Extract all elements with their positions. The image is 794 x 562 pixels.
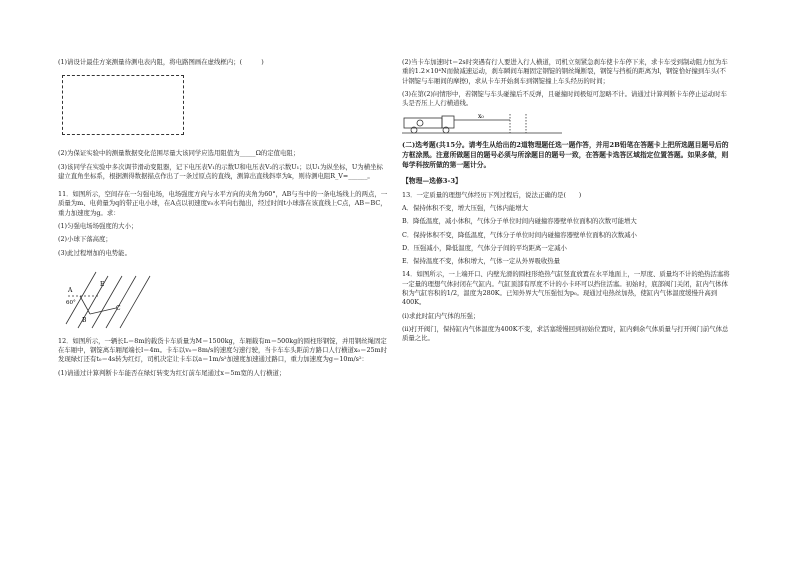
- q14-stem: 14．如图所示，一上端开口、内壁光滑的圆柱形绝热气缸竖直放置在水平地面上，一厚度、质量均不计的绝热活塞将一定量的理想气体封闭在气缸内。气缸顶部有厚度不计的小卡环可以挡住活塞。初始时，底部阀门关闭，缸内气体体积为气缸容积的1/2，温度为280K。已知外界大气压强恒为p₀。现通过电热丝加热，使缸内气体温度缓慢升高到400K。: [402, 270, 730, 307]
- q11-part2: (2)小球下落高度；: [58, 235, 112, 244]
- q10-part2: (2)为保证实验中的测量数据变化范围尽量大该同学应选用阻值为_____Ω的定值电阻；: [58, 149, 300, 158]
- q13-option: A．保持体积不变，增大压强，气体内能增大: [402, 204, 529, 213]
- field-line: [92, 276, 122, 328]
- field-line: [106, 276, 136, 328]
- electric-field-figure: [58, 262, 158, 332]
- q11-part1: (1)匀强电场场强度的大小；: [58, 221, 138, 230]
- label-C: C: [116, 304, 121, 312]
- q13-option: C．保持体积不变，降低温度，气体分子单位时间内碰撞容器壁单位面积的次数减小: [402, 230, 637, 239]
- label-E: E: [100, 280, 105, 288]
- circuit-drawing-box: [62, 75, 184, 135]
- q14-part1: (ⅰ)求此时缸内气体的压强；: [402, 311, 480, 320]
- q12-part1: (1)请通过计算判断卡车能否在绿灯转变为红灯前车尾通过x＝5m宽的人行横道；: [58, 368, 286, 377]
- q13-option: B．降低温度，减小体积，气体分子单位时间内碰撞容器壁单位面积的次数可能增大: [402, 217, 637, 226]
- q14-part2: (ⅱ)打开阀门，保持缸内气体温度为400K不变，求活塞缓慢回到初始位置时，缸内剩余气体质量与打开阀门前气体总质量之比。: [402, 324, 729, 343]
- distance-label: x₀: [478, 113, 484, 121]
- q11-stem: 11．如图所示，空间存在一匀强电场，电场强度方向与水平方向的夹角为60°，AB与当中的一条电场线上的两点，一质量为m、电荷量为q的带正电小球，在A点以初速度v₀水平向右抛出，经过时间t小球落在该直线上C点，AB＝BC，重力加速度为g。求：: [58, 190, 388, 217]
- q10-part3: (3)该同学在实验中多次调节滑动变阻器，记下电压表V₁的示数U和电压表V₂的示数U₁；以U₁为纵坐标，U为横坐标建立直角坐标系，根据测得数据描点作出了一条过原点的直线，测算出直线斜率为k，则待测电阻R_V=______。: [58, 162, 383, 180]
- left-column: [58, 58, 388, 382]
- q12-stem: 12．如图所示，一辆长L＝8m的载货卡车质量为M＝1500kg，车厢载有m＝500kg的圆柱形钢锭，并用钢丝绳固定在车厢中，钢锭离车厢尾端长l＝4m。卡车以v₀＝8m/s的速度匀速行驶，当卡车车头距前方路口人行横道x₀＝25m时发现绿灯还有t₀＝4s转为红灯，司机决定让卡车以a＝1m/s²加速度加速通过路口，重力加速度为g＝10m/s²：: [58, 336, 388, 364]
- elective-section-title: (二)选考题(共15分。请考生从给出的2道物理题任选一题作答，并用2B铅笔在答题卡上把所选题目题号后的方框涂黑。注意所做题目的题号必须与所涂题目的题号一致，在答题卡选答区域指定位置答题。如果多做，则每学科按所做的第一题计分。: [402, 141, 729, 170]
- label-angle: 60°: [66, 299, 76, 306]
- q10-part1: (1)请设计最佳方案测量待测电表内阻，将电路图画在虚线框内；( ): [58, 58, 264, 66]
- q13-option: E．保持温度不变，体积增大，气体一定从外界吸收热量: [402, 257, 561, 266]
- topic-heading: 【物理—选修3-3】: [402, 176, 462, 185]
- label-B: B: [82, 316, 87, 324]
- truck-cab: [442, 116, 454, 128]
- steel-ingot: [417, 120, 423, 126]
- q11-part3: (3)此过程增加的电势能。: [58, 248, 131, 257]
- trajectory-segment: [80, 296, 90, 314]
- q12-part3: (3)在第(2)问情形中，若钢锭与车头碰撞后不反弹，且碰撞时间极短可忽略不计。请通过计算判断卡车停止运动时车头是否压上人行横道线。: [402, 89, 727, 108]
- label-A: A: [68, 286, 73, 294]
- q13-stem: 13．一定质量的理想气体经历下列过程后，说法正确的是( ): [402, 190, 582, 199]
- field-line: [120, 276, 150, 328]
- q12-part2: (2)当卡车加速时t＝2s时突遇有行人要进入行人横道，司机立刻紧急刹车使卡车停下来，求卡车受到制动阻力恒为车重的1.2×10⁴N而做减速运动，刹车瞬间车厢固定钢锭的钢丝绳断裂，钢锭与挡板的距离为l，钢锭恰好撞到车头(不计钢锭与车厢间的摩擦)，求从卡车开始刹车到钢锭撞上车头经历的时间；: [402, 58, 728, 85]
- right-column: [402, 58, 732, 347]
- q13-option: D．压强减小，降低温度，气体分子间的平均距离一定减小: [402, 243, 567, 252]
- truck-figure: [402, 112, 562, 136]
